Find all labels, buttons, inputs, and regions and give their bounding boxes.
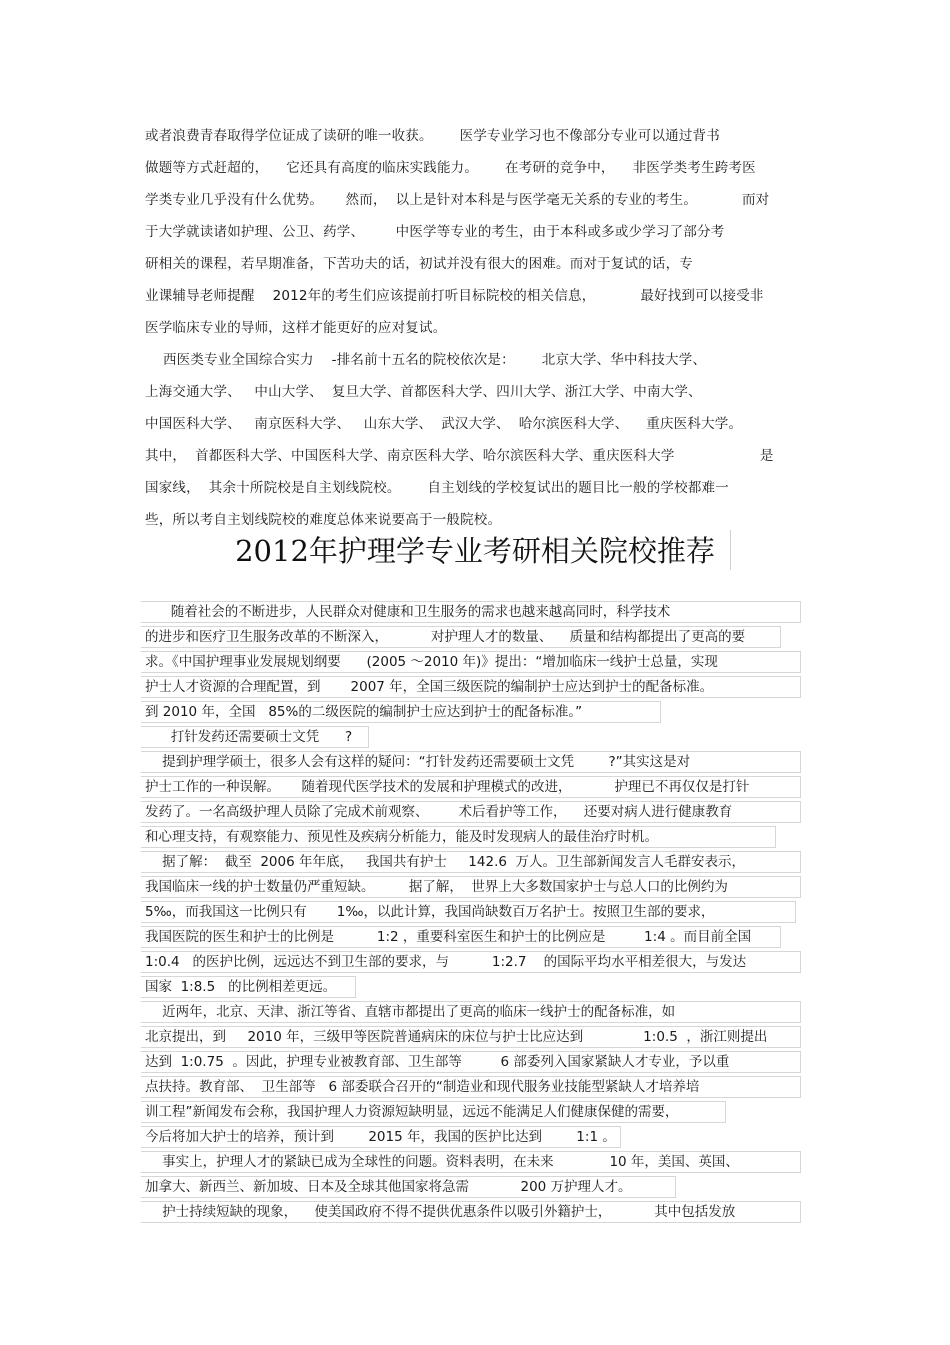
body-line-text: 我国医院的医生和护士的比例是 1:2 ，重要科室医生和护士的比例应是 1:4 。而目前全国 [145, 929, 752, 945]
body-line [145, 975, 810, 1000]
text-line: 中国医科大学、 南京医科大学、 山东大学、 武汉大学、 哈尔滨医科大学、 重庆医科大学。 [145, 416, 743, 432]
intro-paragraph [145, 120, 810, 536]
body-line-text: 点扶持。教育部、 卫生部等 6 部委联合召开的“制造业和现代服务业技能型紧缺人才培养培 [145, 1079, 700, 1095]
body-line-text: 加拿大、新西兰、新加坡、日本及全球其他国家将急需 200 万护理人才。 [145, 1179, 632, 1195]
body-line [145, 1050, 810, 1075]
body-line-text: 护士人才资源的合理配置，到 2007 年，全国三级医院的编制护士应达到护士的配备标准。 [145, 679, 714, 695]
body-line-text: 我国临床一线的护士数量仍严重短缺。 据了解， 世界上大多数国家护士与总人口的比例约为 [145, 879, 728, 895]
body-line [145, 950, 810, 975]
text-line: 其中， 首都医科大学、中国医科大学、南京医科大学、哈尔滨医科大学、重庆医科大学 是 [145, 448, 774, 464]
body-line-text: 1:0.4 的医护比例，远远达不到卫生部的要求，与 1:2.7 的国际平均水平相差很大，与发达 [145, 954, 747, 970]
body-line-text: 达到 1:0.75 。因此，护理专业被教育部、卫生部等 6 部委列入国家紧缺人才专业，予以重 [145, 1054, 730, 1070]
body-line [145, 1150, 810, 1175]
article-title: 2012年护理学专业考研相关院校推荐 [235, 534, 715, 568]
body-line [145, 1200, 810, 1225]
title-divider [730, 530, 731, 570]
body-line [145, 1100, 810, 1125]
body-line [145, 900, 810, 925]
body-line [145, 1075, 810, 1100]
body-line [145, 650, 810, 675]
body-line-text: 的进步和医疗卫生服务改革的不断深入， 对护理人才的数量、 质量和结构都提出了更高的要 [145, 629, 746, 645]
body-line [145, 675, 810, 700]
body-line-text: 提到护理学硕士，很多人会有这样的疑问：“打针发药还需要硕士文凭 ?”其实这是对 [145, 754, 691, 770]
article-body [145, 600, 810, 1225]
body-line [145, 825, 810, 850]
text-line: 研相关的课程，若早期准备，下苦功夫的话，初试并没有很大的困难。而对于复试的话，专 [145, 256, 693, 272]
text-line: 医学临床专业的导师，这样才能更好的应对复试。 [145, 320, 447, 336]
text-line: 国家线， 其余十所院校是自主划线院校。 自主划线的学校复试出的题目比一般的学校都难一 [145, 480, 729, 496]
body-line-text: 近两年，北京、天津、浙江等省、直辖市都提出了更高的临床一线护士的配备标准，如 [145, 1004, 676, 1020]
body-line [145, 1025, 810, 1050]
body-line [145, 700, 810, 725]
text-line: 做题等方式赶超的， 它还具有高度的临床实践能力。 在考研的竞争中， 非医学类考生跨考医 [145, 160, 756, 176]
body-line-text: 事实上，护理人才的紧缺已成为全球性的问题。资料表明，在未来 10 年，美国、英国、 [145, 1154, 739, 1170]
body-line [145, 1000, 810, 1025]
body-line [145, 600, 810, 625]
body-line-text: 护士持续短缺的现象， 使美国政府不得不提供优惠条件以吸引外籍护士， 其中包括发放 [145, 1204, 736, 1220]
body-line-text: 打针发药还需要硕士文凭 ? [145, 729, 353, 745]
body-line [145, 775, 810, 800]
body-line [145, 800, 810, 825]
text-line: 学类专业几乎没有什么优势。 然而， 以上是针对本科是与医学毫无关系的专业的考生。 而对 [145, 192, 770, 208]
body-line [145, 625, 810, 650]
body-line-text: 国家 1:8.5 的比例相差更远。 [145, 979, 337, 995]
text-line: 业课辅导老师提醒 2012年的考生们应该提前打听目标院校的相关信息， 最好找到可以接受非 [145, 288, 764, 304]
body-line [145, 925, 810, 950]
body-line [145, 1175, 810, 1200]
text-line: 于大学就读诸如护理、公卫、药学、 中医学等专业的考生，由于本科或多或少学习了部分考 [145, 224, 725, 240]
body-line-text: 护士工作的一种误解。 随着现代医学技术的发展和护理模式的改进， 护理已不再仅仅是打针 [145, 779, 750, 795]
body-line [145, 850, 810, 875]
body-line [145, 875, 810, 900]
body-line-text: 和心理支持，有观察能力、预见性及疾病分析能力，能及时发现病人的最佳治疗时机。 [145, 829, 658, 845]
body-line [145, 725, 810, 750]
text-line: 上海交通大学、 中山大学、 复旦大学、首都医科大学、四川大学、浙江大学、中南大学、 [145, 384, 702, 400]
body-line-text: 求。《中国护理事业发展规划纲要 (2005 ～2010 年)》提出：“增加临床一线护士总量，实现 [145, 654, 718, 670]
body-line-text: 今后将加大护士的培养，预计到 2015 年，我国的医护比达到 1:1 。 [145, 1129, 616, 1145]
body-line-text: 据了解： 截至 2006 年年底， 我国共有护士 142.6 万人。卫生部新闻发言人毛群安表示， [145, 854, 746, 870]
body-line [145, 1125, 810, 1150]
text-line: 些，所以考自主划线院校的难度总体来说要高于一般院校。 [145, 512, 502, 528]
body-line [145, 750, 810, 775]
body-line-text: 北京提出，到 2010 年，三级甲等医院普通病床的床位与护士比应达到 1:0.5 ，浙江则提出 [145, 1029, 768, 1045]
body-line-text: 训工程”新闻发布会称，我国护理人力资源短缺明显，远远不能满足人们健康保健的需要， [145, 1104, 679, 1120]
body-line-text: 随着社会的不断进步，人民群众对健康和卫生服务的需求也越来越高同时，科学技术 [145, 604, 671, 620]
text-line: 西医类专业全国综合实力 -排名前十五名的院校依次是： 北京大学、华中科技大学、 [145, 352, 707, 368]
text-line: 或者浪费青春取得学位证成了读研的唯一收获。 医学专业学习也不像部分专业可以通过背书 [145, 128, 720, 144]
body-line-text: 5‰，而我国这一比例只有 1‰，以此计算，我国尚缺数百万名护士。按照卫生部的要求， [145, 904, 715, 920]
body-line-text: 发药了。一名高级护理人员除了完成术前观察、 术后看护等工作， 还要对病人进行健康教育 [145, 804, 733, 820]
body-line-text: 到 2010 年，全国 85%的二级医院的编制护士应达到护士的配备标准。” [145, 704, 583, 720]
